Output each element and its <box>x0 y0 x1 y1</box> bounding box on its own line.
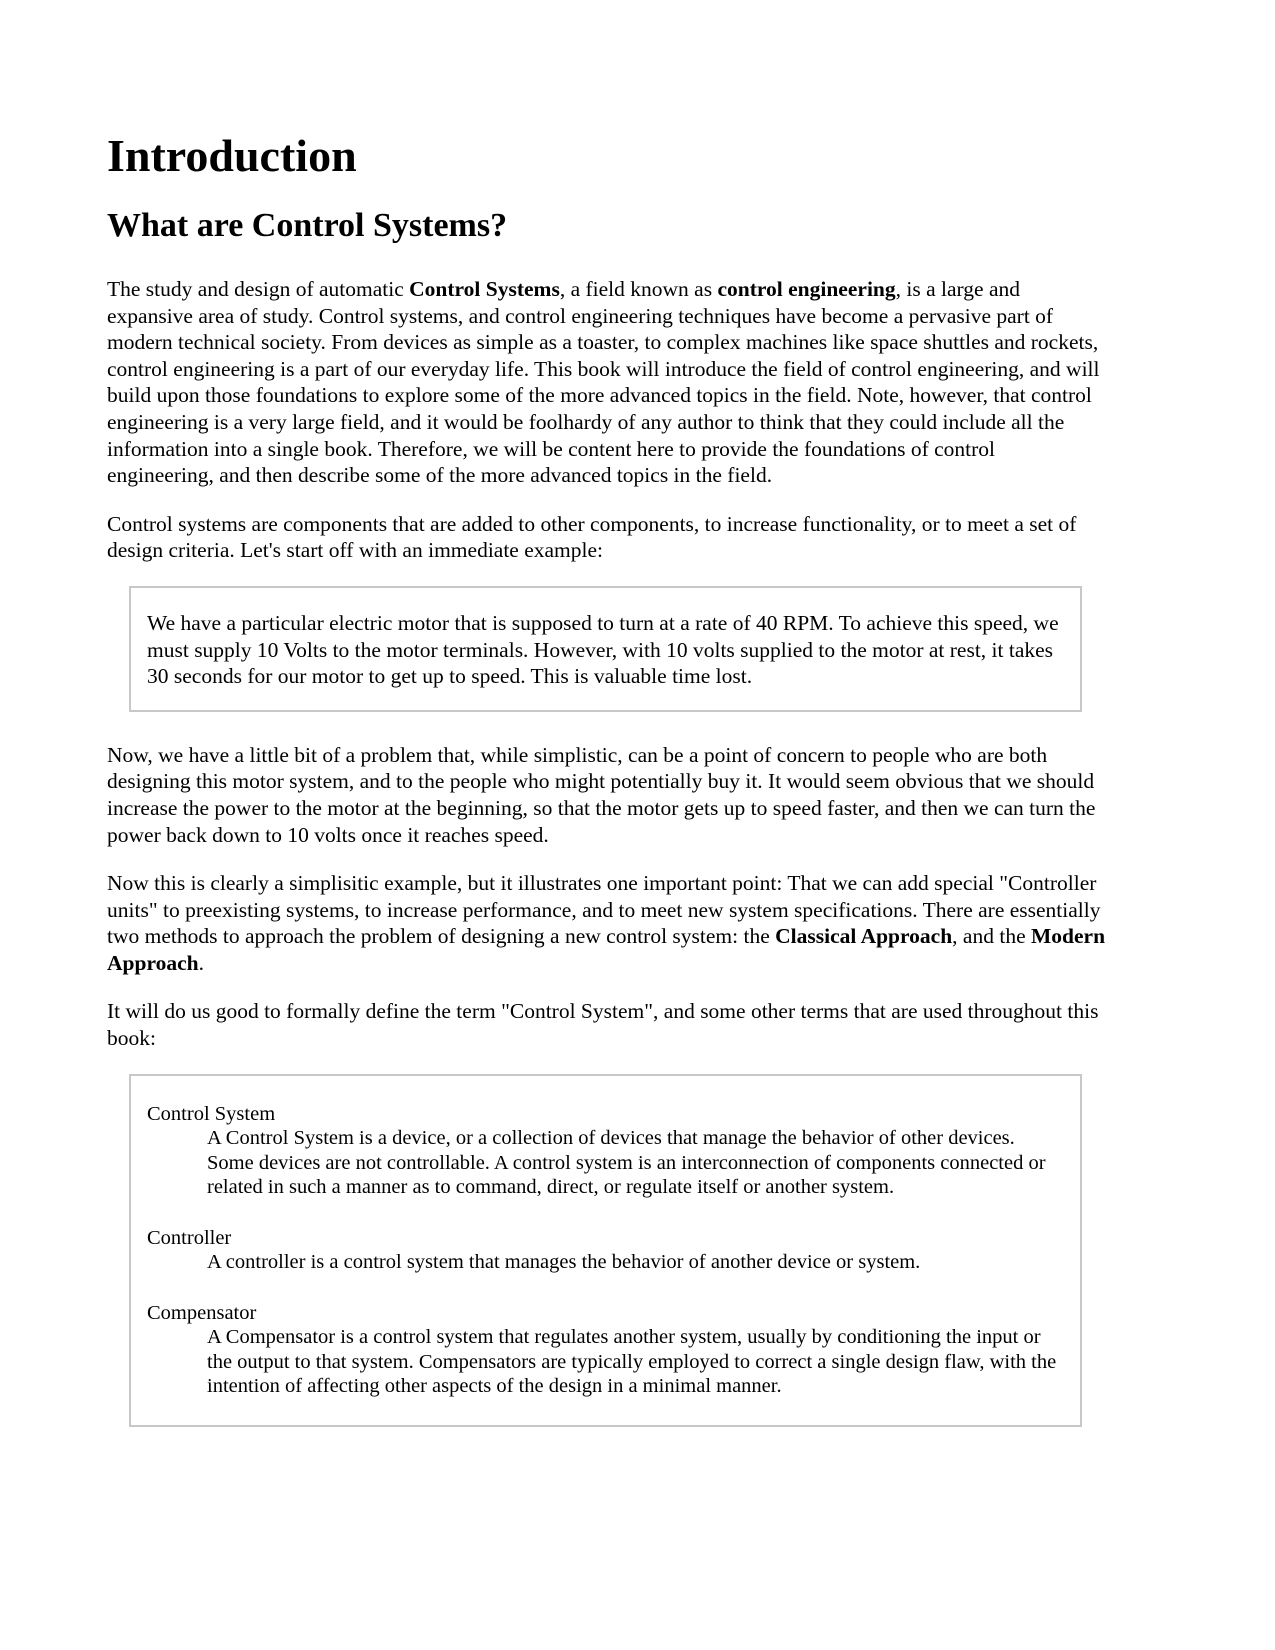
definitions-box <box>129 1074 1082 1427</box>
text-run: , a field known as <box>559 277 718 301</box>
bold-term: Classical Approach <box>775 924 953 949</box>
intro-paragraph <box>107 276 1107 489</box>
text-run: . <box>198 950 204 975</box>
example-box <box>129 586 1082 712</box>
bold-term: Modern Approach <box>107 924 1106 975</box>
approaches-paragraph <box>107 870 1107 976</box>
definition-term: Control System <box>147 1102 276 1125</box>
paragraph: It will do us good to formally define the term "Control System", and some other terms that are used throughout this book: <box>107 999 1099 1051</box>
paragraph: Now, we have a little bit of a problem that, while simplistic, can be a point of concern to people who are both designing this motor system, and to the people who might potentially buy it. It would seem obvious that we should increase the power to the motor at the beginning, so that the motor gets up to speed faster, and then we can turn the power back down to 10 volts once it reaches speed. <box>107 742 1096 847</box>
example-text: We have a particular electric motor that is supposed to turn at a rate of 40 RPM. To achieve this speed, we must supply 10 Volts to the motor terminals. However, with 10 volts supplied to the motor at rest, it takes 30 seconds for our motor to get up to speed. This is valuable time lost. <box>147 610 1059 689</box>
document-page <box>107 128 1107 1457</box>
definition-text: A controller is a control system that manages the behavior of another device or system. <box>207 1251 921 1274</box>
definition-term: Compensator <box>147 1301 257 1324</box>
definition-term: Controller <box>147 1226 232 1249</box>
section-heading: What are Control Systems? <box>107 207 508 244</box>
text-run: , and the <box>952 924 1031 949</box>
text-run: , is a large and expansive area of study. Control systems, and control engineering techniques have become a pervasive part of modern technical society. From devices as simple as a toaster, to complex machines like space shuttles and rockets, control engineering is a part of our everyday life. This book will introduce the field of control engineering, and will build upon those foundations to explore some of the more advanced topics in the field. Note, however, that control engineering is a very large field, and it would be foolhardy of any author to think that they could include all the information into a single book. Therefore, we will be content here to provide the foundations of control engineering, and then describe some of the more advanced topics in the field. <box>107 277 1100 488</box>
text-run: Now this is clearly a simplisitic example, but it illustrates one important point: That we can add special "Controller units" to preexisting systems, to increase performance, and to meet new system specifications. There are essentially two methods to approach the problem of designing a new control system: the <box>107 871 1101 949</box>
definition-text: A Control System is a device, or a collection of devices that manage the behavior of other devices. Some devices are not controllable. A control system is an interconnection of components connected or related in such a manner as to command, direct, or regulate itself or another system. <box>207 1127 1046 1199</box>
definition-list <box>147 1098 1064 1399</box>
page-title: Introduction <box>107 130 357 181</box>
bold-term: Control Systems <box>409 277 560 301</box>
paragraph: Control systems are components that are added to other components, to increase functionality, or to meet a set of design criteria. Let's start off with an immediate example: <box>107 511 1077 563</box>
bold-term: control engineering <box>717 277 896 301</box>
definition-text: A Compensator is a control system that regulates another system, usually by conditioning the input or the output to that system. Compensators are typically employed to correct a single design flaw, with the intention of affecting other aspects of the design in a minimal manner. <box>207 1326 1057 1398</box>
text-run: The study and design of automatic <box>107 277 410 301</box>
